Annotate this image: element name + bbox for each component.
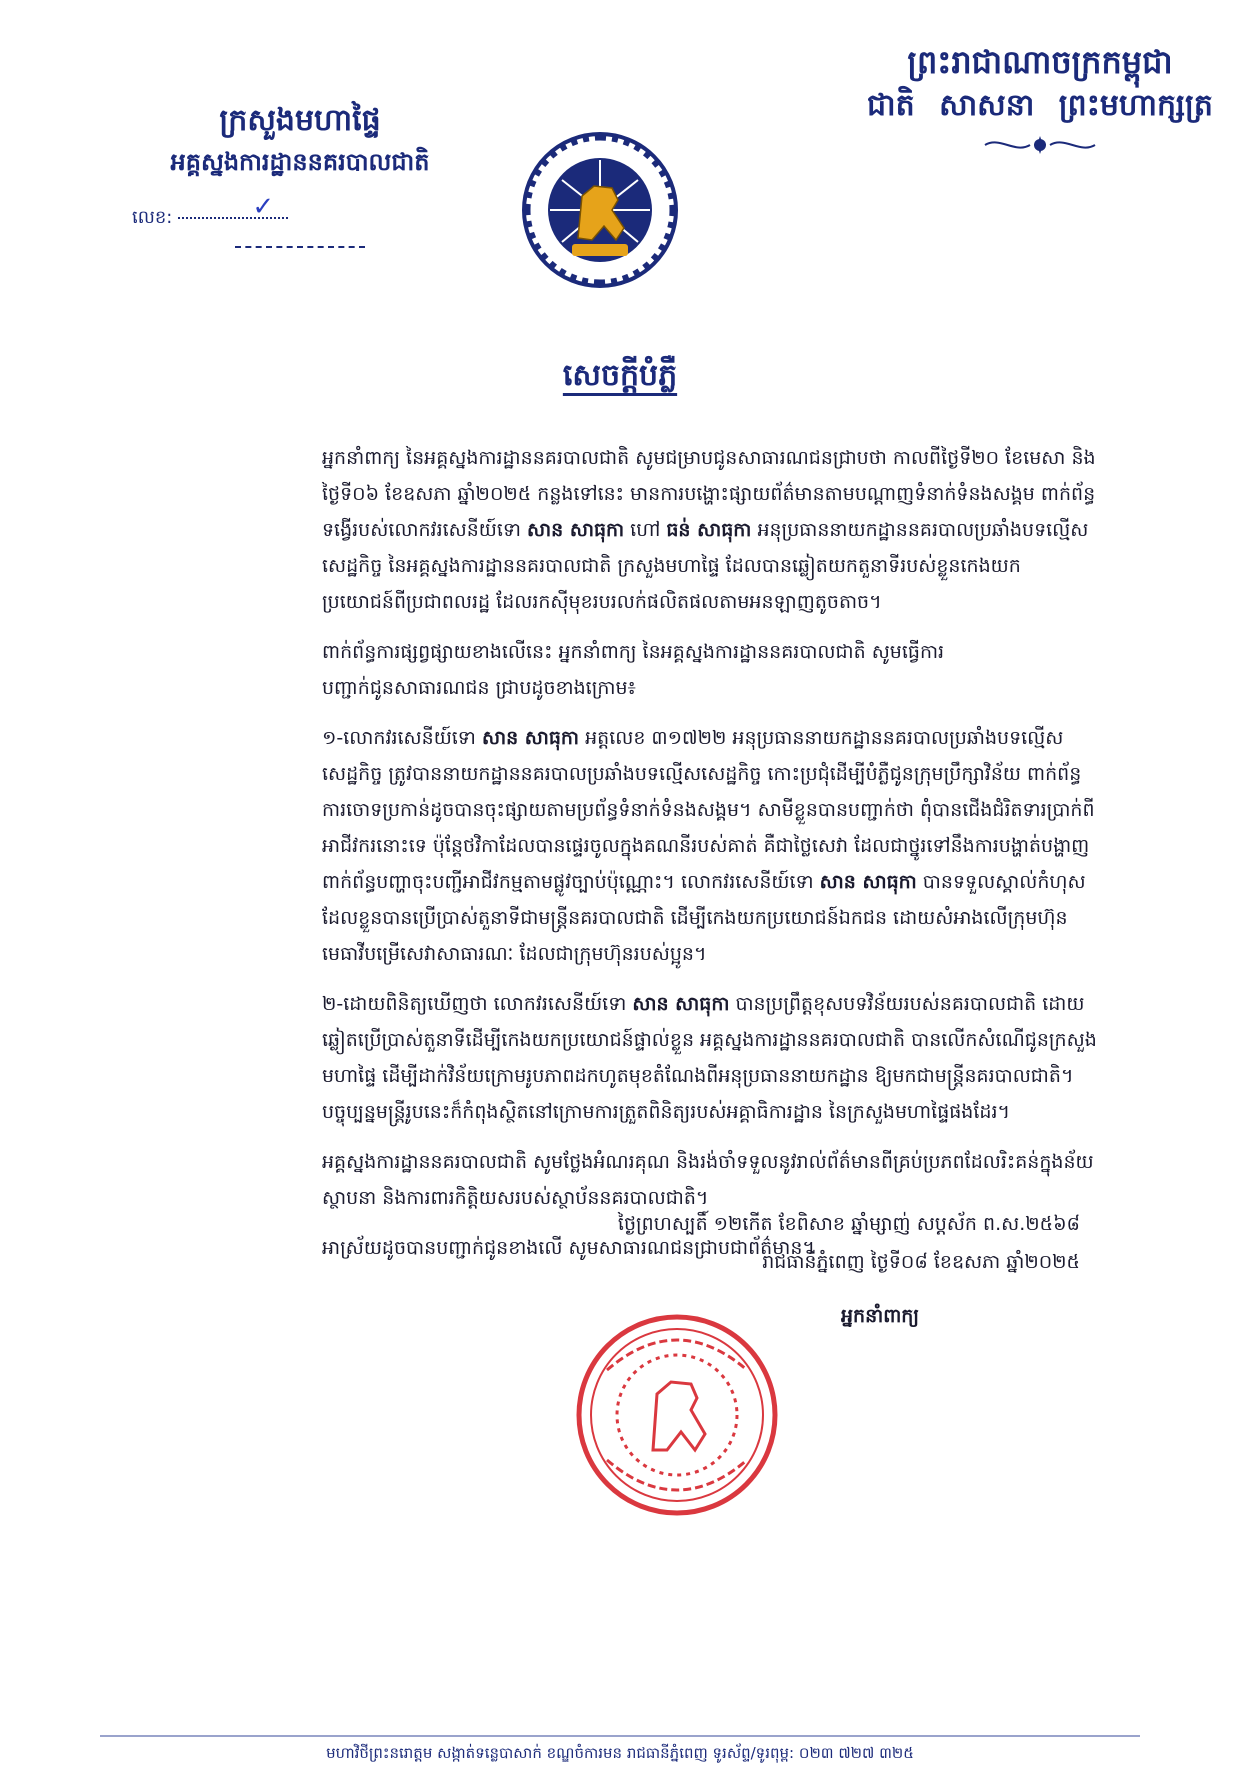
paragraph-item-1 <box>322 720 1102 972</box>
thanks-text: អគ្គស្នងការដ្ឋាននគរបាលជាតិ សូមថ្លែងអំណរគុណ និងរង់ចាំទទួលនូវរាល់ព័ត៌មានពីគ្រប់ប្រភពដែលរិះគន់ក្នុងន័យស្ថាបនា និងការពារកិត្តិយសរបស់ស្ថាប័ននគរបាលជាតិ។ <box>322 1151 1094 1209</box>
ornament-divider-icon <box>860 134 1220 160</box>
alias-word: ហៅ <box>630 519 661 541</box>
document-body <box>322 440 1102 1280</box>
item1-name: សាន សាធុកា <box>481 727 580 749</box>
clarification-text: ពាក់ព័ន្ធការផ្សព្វផ្សាយខាងលើនេះ អ្នកនាំពាក្យ នៃអគ្គស្នងការដ្ឋាននគរបាលជាតិ សូមធ្វើការបញ្ជាក់ជូនសាធារណជន ជ្រាបដូចខាងក្រោម៖ <box>322 641 945 699</box>
signer-role: អ្នកនាំពាក្យ <box>840 1305 920 1327</box>
item2-lead: ២-ដោយពិនិត្យឃើញថា លោកវរសេនីយ៍ទោ <box>322 993 627 1015</box>
reference-number <box>120 192 480 232</box>
paragraph-clarification <box>322 634 1102 706</box>
lunar-date: ថ្ងៃព្រហស្បតិ៍ ១២កើត ខែពិសាខ ឆ្នាំម្សាញ់ សប្តស័ក ព.ស.២៥៦៨ <box>617 1213 1080 1235</box>
item1-body: អត្តលេខ ៣១៧២២ អនុប្រធាននាយកដ្ឋាននគរបាលប្រឆាំងបទល្មើសសេដ្ឋកិច្ច ត្រូវបាននាយកដ្ឋាននគរបាលប្រឆាំងបទល្មើសសេដ្ឋកិច្ច កោះប្រជុំដើម្បីបំភ្លឺជូនក្រុមប្រឹក្សាវិន័យ ពាក់ព័ន្ធការចោទប្រកាន់ដូចបានចុះផ្សាយតាមប្រព័ន្ធទំនាក់ទំនងសង្គម។ សាមីខ្លួនបានបញ្ជាក់ថា ពុំបានជើងជំរិតទារប្រាក់ពីអាជីវករនោះទេ ប៉ុន្តែថវិកាដែលបានផ្ទេរចូលក្នុងគណនីរបស់គាត់ គឺជាថ្លៃសេវា ដែលជាថ្នូរទៅនឹងការបង្ហាត់បង្ហាញពាក់ព័ន្ធបញ្ហាចុះបញ្ជីអាជីវកម្មតាមផ្លូវច្បាប់ប៉ុណ្ណោះ។ លោកវរសេនីយ៍ទោ <box>322 727 1095 893</box>
item2-body: បានប្រព្រឹត្តខុសបទវិន័យរបស់នគរបាលជាតិ ដោយឆ្លៀតប្រើប្រាស់តួនាទីដើម្បីកេងយកប្រយោជន៍ផ្ទាល់ខ្លួន អគ្គស្នងការដ្ឋាននគរបាលជាតិ បានលើកសំណើជូនក្រសួងមហាផ្ទៃ ដើម្បីដាក់វិន័យក្រោមរូបភាពដកហូតមុខតំណែងពីអនុប្រធាននាយកដ្ឋាន ឱ្យមកជាមន្ត្រីនគរបាលជាតិ។ បច្ចុប្បន្នមន្ត្រីរូបនេះក៏កំពុងស្ថិតនៅក្រោមការត្រួតពិនិត្យរបស់អគ្គាធិការដ្ឋាន នៃក្រសួងមហាផ្ទៃផងដែរ។ <box>322 993 1097 1123</box>
kingdom-line2: ជាតិ សាសនា ព្រះមហាក្សត្រ <box>867 88 1213 123</box>
footer-address: មហាវិថីព្រះនរោត្តម សង្កាត់ទន្លេបាសាក់ ខណ្ឌចំការមន រាជធានីភ្នំពេញ ទូរស័ព្ទ/ទូរពុម្ព: ០២៣ ៧២៧ ៣២៥ <box>326 1744 914 1762</box>
solar-date: រាជធានីភ្នំពេញ ថ្ងៃទី០៨ ខែឧសភា ឆ្នាំ២០២៥ <box>762 1251 1080 1273</box>
ministry-name: ក្រសួងមហាផ្ទៃ <box>219 103 381 138</box>
footer-divider <box>100 1735 1140 1737</box>
item1-end: បានទទួលស្គាល់កំហុសដែលខ្លួនបានប្រើប្រាស់តួនាទីជាមន្ត្រីនគរបាលជាតិ ដើម្បីកេងយកប្រយោជន៍ឯកជន ដោយសំអាងលើក្រុមហ៊ុនមេធាវីបម្រើសេវាសាធារណៈ ដែលជាក្រុមហ៊ុនរបស់ប្អូន។ <box>322 871 1086 965</box>
kingdom-header <box>860 40 1220 160</box>
official-seal-stamp <box>567 1310 787 1520</box>
conclusion-text: អាស្រ័យដូចបានបញ្ជាក់ជូនខាងលើ សូមសាធារណជនជ្រាបជាព័ត៌មាន។ <box>322 1237 815 1259</box>
officer-name: សាន សាធុកា <box>527 519 625 541</box>
kingdom-line1: ព្រះរាជាណាចក្រកម្ពុជា <box>907 43 1173 81</box>
document-title: សេចក្ដីបំភ្លឺ <box>562 358 678 393</box>
officer-alias: ធន់ សាធុកា <box>666 519 752 541</box>
intro-rest: អនុប្រធាននាយកដ្ឋាននគរបាលប្រឆាំងបទល្មើសសេដ្ឋកិច្ច នៃអគ្គស្នងការដ្ឋាននគរបាលជាតិ ក្រសួងមហាផ្ទៃ ដែលបានឆ្លៀតយកតួនាទីរបស់ខ្លួនកេងយកប្រយោជន៍ពីប្រជាពលរដ្ឋ ដែលរកស៊ីមុខរបរលក់ផលិតផលតាមអនឡាញតូចតាច។ <box>322 519 1089 613</box>
item1-name-2: សាន សាធុកា <box>819 871 917 893</box>
check-mark-icon: ✓ <box>252 192 275 222</box>
intro-text: អ្នកនាំពាក្យ នៃអគ្គស្នងការដ្ឋាននគរបាលជាតិ សូមជម្រាបជូនសាធារណជនជ្រាបថា កាលពីថ្ងៃទី២០ ខែមេសា និងថ្ងៃទី០៦ ខែឧសភា ឆ្នាំ២០២៥ កន្លងទៅនេះ មានការបង្ហោះផ្សាយព័ត៌មានតាមបណ្ដាញទំនាក់ទំនងសង្គម ពាក់ព័ន្ធទង្វើរបស់លោកវរសេនីយ៍ទោ <box>322 447 1096 541</box>
national-police-emblem-icon <box>520 130 680 290</box>
header-divider <box>235 246 365 248</box>
ministry-header <box>120 100 480 248</box>
paragraph-item-2 <box>322 986 1102 1130</box>
reference-label: លេខ: <box>132 207 173 228</box>
item1-lead: ១-លោកវរសេនីយ៍ទោ <box>322 727 476 749</box>
department-name: អគ្គស្នងការដ្ឋាននគរបាលជាតិ <box>170 148 430 176</box>
paragraph-intro <box>322 440 1102 620</box>
item2-name: សាន សាធុកា <box>632 993 730 1015</box>
